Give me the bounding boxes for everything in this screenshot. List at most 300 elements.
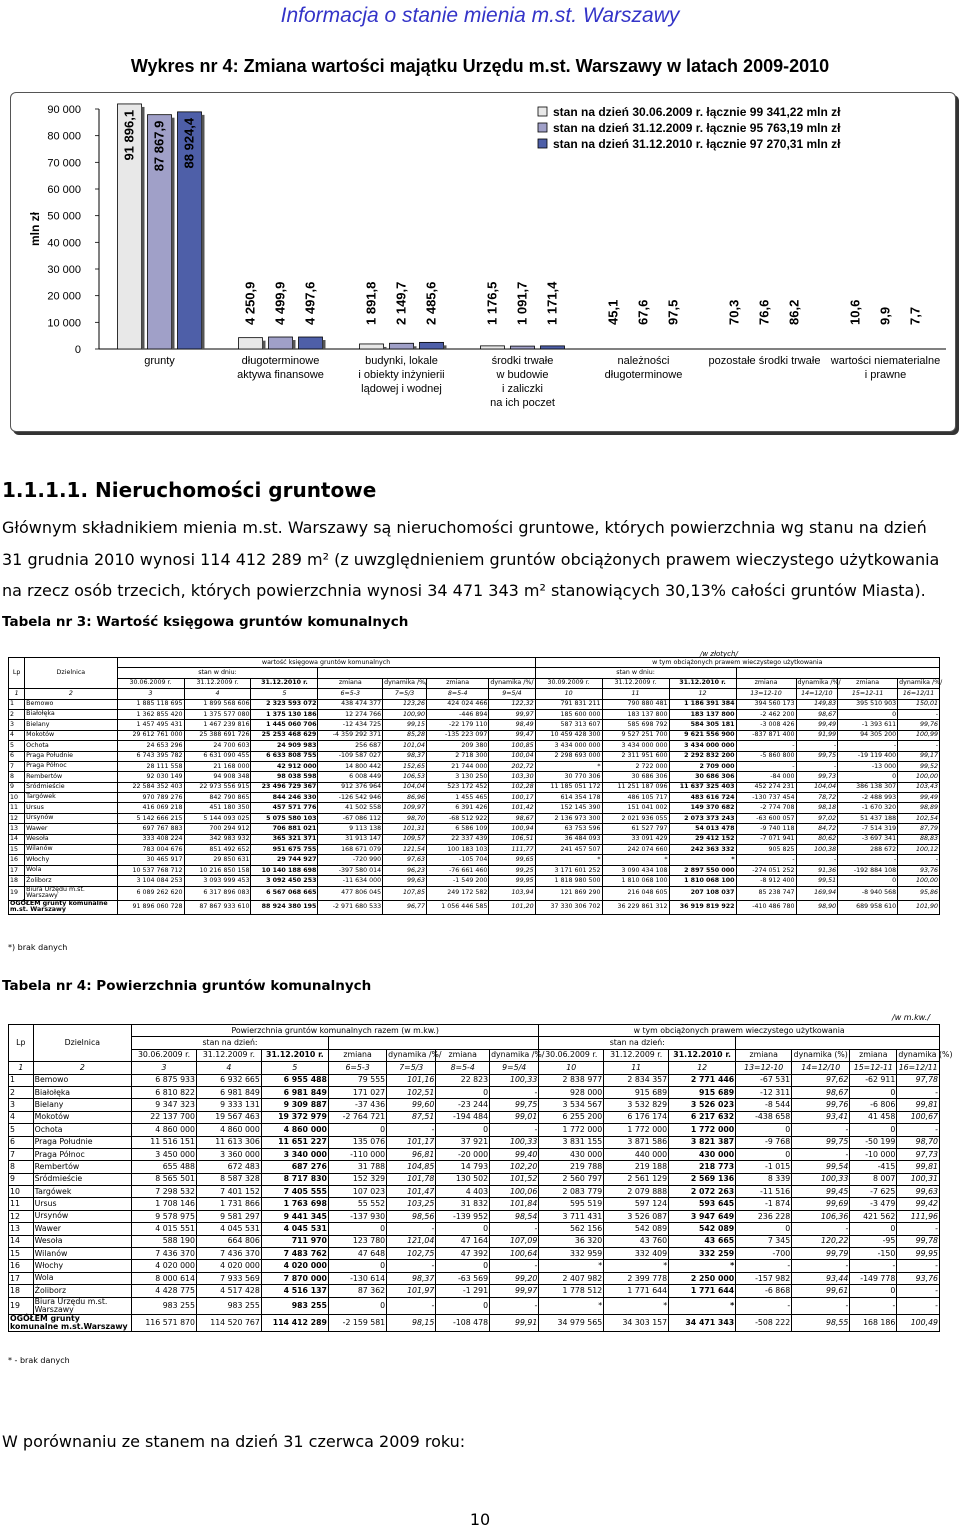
row-value: 4 517 428	[196, 1285, 261, 1297]
bar-data-label: 4 250,9	[243, 282, 258, 325]
row-lp: 5	[9, 741, 25, 751]
total-value: 37 330 306 702	[535, 900, 602, 914]
row-value: -	[792, 1260, 850, 1272]
row-value: 31 788	[328, 1161, 386, 1173]
row-lp: 10	[9, 793, 25, 803]
total-value: 1 056 446 585	[427, 900, 489, 914]
row-value: 99,65	[489, 855, 535, 865]
row-value: -105 704	[427, 855, 489, 865]
table-row	[9, 772, 940, 782]
table-row	[9, 1223, 940, 1235]
row-value: -126 542 946	[318, 793, 383, 803]
row-value: 121,54	[383, 845, 427, 855]
y-tick-label: 50 000	[47, 211, 81, 223]
row-value: 97,02	[796, 813, 838, 823]
total-value: 96,77	[383, 900, 427, 914]
row-value: -149 778	[850, 1272, 897, 1284]
row-district: Bemowo	[33, 1074, 131, 1086]
row-lp: 15	[9, 1248, 34, 1260]
row-value: 171 027	[328, 1086, 386, 1098]
row-value: -720 990	[318, 855, 383, 865]
row-value: 135 076	[328, 1136, 386, 1148]
row-value: 3 821 387	[669, 1136, 736, 1148]
row-value: 3 090 434 108	[602, 865, 669, 875]
row-value: 99,75	[792, 1136, 850, 1148]
row-district: Wilanów	[33, 1248, 131, 1260]
row-value: 111,77	[489, 845, 535, 855]
row-value: -2 764 721	[328, 1111, 386, 1123]
row-value: 36 484 093	[535, 834, 602, 844]
header-col: dynamika /%/	[383, 678, 427, 688]
row-value: 3 711 431	[539, 1210, 604, 1222]
row-value: 22 337 439	[427, 834, 489, 844]
row-value: -	[387, 1297, 436, 1314]
bar-shadow	[172, 118, 175, 349]
row-lp: 5	[9, 1124, 34, 1136]
row-value: -	[736, 855, 796, 865]
row-value: 844 246 330	[251, 793, 318, 803]
total-value: 689 958 610	[838, 900, 898, 914]
row-value: -1 874	[736, 1198, 792, 1210]
row-value: 9 347 323	[132, 1099, 197, 1111]
table-row	[9, 1148, 940, 1160]
total-value: 168 186	[850, 1314, 897, 1331]
table-number-row	[9, 1062, 940, 1074]
bar-data-label: 45,1	[606, 300, 621, 325]
row-value: 1 455 465	[427, 793, 489, 803]
row-value: -109 587 027	[318, 751, 383, 761]
row-district: Ursynów	[25, 813, 117, 823]
header-group1: wartość księgowa gruntów komunalnych	[117, 658, 535, 668]
row-value: 2 561 129	[604, 1173, 669, 1185]
row-value: 6 743 395 782	[117, 751, 184, 761]
bar-data-label: 7,7	[908, 307, 923, 325]
row-value: 1 375 130 186	[251, 709, 318, 719]
row-value: 101,97	[387, 1285, 436, 1297]
row-value: 6 981 849	[196, 1086, 261, 1098]
row-value: 101,52	[490, 1173, 539, 1185]
row-value: -4 359 292 371	[318, 730, 383, 740]
header-col: 30.06.2009 r.	[132, 1049, 197, 1061]
table-header-row	[9, 668, 940, 678]
row-value: 98,70	[897, 1136, 940, 1148]
row-value: 99,81	[897, 1161, 940, 1173]
row-value: 103,43	[898, 782, 940, 792]
row-value: 29 850 631	[184, 855, 251, 865]
row-value: 99,20	[490, 1272, 539, 1284]
row-value: 452 274 231	[736, 782, 796, 792]
row-value: 0	[436, 1086, 490, 1098]
row-value: 2 079 888	[604, 1186, 669, 1198]
row-value: 2 718 300	[427, 751, 489, 761]
row-value: 249 172 582	[427, 886, 489, 900]
row-value: 706 881 021	[251, 824, 318, 834]
row-value: 99,75	[796, 751, 838, 761]
row-value: 98,49	[489, 720, 535, 730]
row-value: 4 403	[436, 1186, 490, 1198]
row-value: -	[792, 1148, 850, 1160]
bar-data-label: 76,6	[757, 300, 772, 325]
row-value: 2 083 779	[539, 1186, 604, 1198]
header-col: dynamika /%/	[489, 678, 535, 688]
row-lp: 17	[9, 1272, 34, 1284]
row-value: 0	[436, 1297, 490, 1314]
row-value: 928 000	[539, 1086, 604, 1098]
row-value: 99,63	[383, 876, 427, 886]
row-lp: 1	[9, 699, 25, 709]
row-value: 92 030 149	[117, 772, 184, 782]
table-header-row	[9, 678, 940, 688]
row-value: -	[792, 1223, 850, 1235]
row-value: 102,51	[387, 1086, 436, 1098]
row-value: 100,00	[898, 772, 940, 782]
row-district: Włochy	[25, 855, 117, 865]
row-value: 6 317 896 083	[184, 886, 251, 900]
row-lp: 15	[9, 845, 25, 855]
row-value: -6 868	[736, 1285, 792, 1297]
row-district: Mokotów	[33, 1111, 131, 1123]
row-value: 7 933 569	[196, 1272, 261, 1284]
row-value: 711 970	[261, 1235, 328, 1247]
table-row	[9, 865, 940, 875]
row-district: Śródmieście	[33, 1173, 131, 1185]
row-district: Wola	[33, 1272, 131, 1284]
row-district: Praga Północ	[33, 1148, 131, 1160]
bar-shadow	[414, 346, 417, 349]
total-value: 116 571 870	[132, 1314, 197, 1331]
header-num: 8=5-4	[427, 689, 489, 699]
row-value: 3 340 000	[261, 1148, 328, 1160]
row-value: -1 393 611	[838, 720, 898, 730]
row-value: 0	[838, 772, 898, 782]
row-value: -50 199	[850, 1136, 897, 1148]
row-value: -110 000	[328, 1148, 386, 1160]
row-value: -3 479	[850, 1198, 897, 1210]
total-value: -410 486 780	[736, 900, 796, 914]
y-tick-label: 20 000	[47, 291, 81, 303]
total-value: 114 520 767	[196, 1314, 261, 1331]
row-value: 6 008 449	[318, 772, 383, 782]
row-lp: 4	[9, 730, 25, 740]
row-value: 111,96	[897, 1210, 940, 1222]
row-value: 218 773	[669, 1161, 736, 1173]
header-district: Dzielnica	[25, 658, 117, 689]
row-value: 80,62	[796, 834, 838, 844]
header-col: zmiana	[736, 678, 796, 688]
row-value: 21 168 000	[184, 761, 251, 771]
y-tick-label: 80 000	[47, 131, 81, 143]
header-num: 4	[196, 1062, 261, 1074]
header-lp: Lp	[9, 1025, 34, 1062]
row-value: -12 311	[736, 1086, 792, 1098]
header-blank	[318, 668, 535, 678]
header-lp: Lp	[9, 658, 25, 689]
row-value: -62 911	[850, 1074, 897, 1086]
table-row	[9, 730, 940, 740]
row-value: 100,17	[489, 793, 535, 803]
row-value: 593 645	[669, 1198, 736, 1210]
row-value: 256 687	[318, 741, 383, 751]
row-value: -1 670 320	[838, 803, 898, 813]
header-col: 31.12.2010 r.	[251, 678, 318, 688]
row-value: 3 871 586	[604, 1136, 669, 1148]
row-value: 6 089 262 620	[117, 886, 184, 900]
row-value: *	[535, 855, 602, 865]
row-value: 98,37	[383, 751, 427, 761]
header-num: 13=12-10	[736, 689, 796, 699]
row-value: 100,33	[490, 1074, 539, 1086]
row-value: -446 894	[427, 709, 489, 719]
row-value: 100,06	[490, 1186, 539, 1198]
row-value: 96,23	[383, 865, 427, 875]
table-total-row	[9, 1314, 940, 1331]
header-group2: w tym obciążonych prawem wieczystego użytkowania	[539, 1025, 940, 1037]
table4-note: * - brak danych	[8, 1356, 70, 1365]
bar-data-label: 91 896,1	[122, 110, 137, 161]
row-value: 99,81	[897, 1099, 940, 1111]
row-value: 3 450 000	[132, 1148, 197, 1160]
row-value: *	[669, 1297, 736, 1314]
row-value: 0	[850, 1285, 897, 1297]
header-num: 4	[184, 689, 251, 699]
row-value: 584 305 181	[669, 720, 736, 730]
header-blank	[328, 1037, 538, 1049]
row-value: -8 544	[736, 1099, 792, 1111]
x-category-label: wartości niematerialne	[830, 355, 940, 367]
row-value: 121 869 290	[535, 886, 602, 900]
bar-data-label: 67,6	[636, 300, 651, 325]
bar-shadow	[384, 347, 387, 349]
header-num: 15=12-11	[838, 689, 898, 699]
bar	[420, 342, 444, 349]
row-value: 100,94	[489, 824, 535, 834]
row-value: 664 806	[196, 1235, 261, 1247]
total-value: 91 896 060 728	[117, 900, 184, 914]
row-value: 22 973 556 915	[184, 782, 251, 792]
row-value: 107 023	[328, 1186, 386, 1198]
row-value: 912 376 964	[318, 782, 383, 792]
row-value: 98,67	[489, 813, 535, 823]
row-value: 99,17	[898, 751, 940, 761]
row-value: -5 860 800	[736, 751, 796, 761]
row-value: 100,64	[490, 1248, 539, 1260]
row-district: Ursus	[33, 1198, 131, 1210]
row-value: 99,51	[796, 876, 838, 886]
row-value: 477 806 045	[318, 886, 383, 900]
row-value: 91,36	[796, 865, 838, 875]
row-value: 4 860 000	[196, 1124, 261, 1136]
row-value: *	[669, 855, 736, 865]
row-value: 0	[436, 1124, 490, 1136]
row-value: 970 789 276	[117, 793, 184, 803]
row-value: 2 560 797	[539, 1173, 604, 1185]
row-value: 0	[736, 1148, 792, 1160]
row-value: 99,52	[898, 761, 940, 771]
header-col: 31.12.2009 r.	[184, 678, 251, 688]
row-value: 332 409	[604, 1248, 669, 1260]
row-value: 78,72	[796, 793, 838, 803]
row-value: -	[736, 741, 796, 751]
row-lp: 17	[9, 865, 25, 875]
bar-shadow	[293, 340, 296, 349]
row-district: Ursus	[25, 803, 117, 813]
row-value: 183 137 800	[669, 709, 736, 719]
row-value: 101,17	[387, 1136, 436, 1148]
table-row	[9, 782, 940, 792]
row-value: 99,78	[897, 1235, 940, 1247]
row-district: Bielany	[33, 1099, 131, 1111]
row-value: 242 074 660	[602, 845, 669, 855]
header-col: zmiana	[328, 1049, 386, 1061]
row-value: -11 516	[736, 1186, 792, 1198]
row-value: 3 360 000	[196, 1148, 261, 1160]
row-value: -274 051 252	[736, 865, 796, 875]
row-value: 98,18	[796, 803, 838, 813]
row-value: 169,94	[796, 886, 838, 900]
row-value: 98,67	[792, 1086, 850, 1098]
row-value: 5 144 093 025	[184, 813, 251, 823]
x-category-label: grunty	[144, 355, 175, 367]
row-value: 88,83	[898, 834, 940, 844]
header-col: zmiana	[427, 678, 489, 688]
legend-entry: stan na dzień 31.12.2009 r. łącznie 95 763,19 mln zł	[553, 121, 841, 135]
row-district: Bielany	[25, 720, 117, 730]
row-value: 98,67	[796, 709, 838, 719]
row-value: 28 111 558	[117, 761, 184, 771]
row-value: 562 156	[539, 1223, 604, 1235]
row-value: 100 183 103	[427, 845, 489, 855]
row-value: 99,95	[489, 876, 535, 886]
bar-shadow	[323, 340, 326, 349]
row-value: 100,99	[898, 730, 940, 740]
row-value: 107,09	[490, 1235, 539, 1247]
header-state2: stan na dzień:	[539, 1037, 736, 1049]
row-lp: 16	[9, 1260, 34, 1272]
row-value: 0	[838, 876, 898, 886]
row-value: 332 959	[539, 1248, 604, 1260]
row-value: 98,56	[387, 1210, 436, 1222]
table-row	[9, 803, 940, 813]
row-value: 103,25	[387, 1198, 436, 1210]
table-row	[9, 709, 940, 719]
row-value: -2 488 993	[838, 793, 898, 803]
row-value: 30 465 917	[117, 855, 184, 865]
table-row	[9, 1235, 940, 1247]
row-lp: 2	[9, 1086, 34, 1098]
row-value: 97,73	[897, 1148, 940, 1160]
row-value: 8 565 501	[132, 1173, 197, 1185]
row-value: 100,85	[489, 741, 535, 751]
row-value: 2 250 000	[669, 1272, 736, 1284]
table-row	[9, 886, 940, 900]
row-value: 100,33	[490, 1136, 539, 1148]
row-value: 103,94	[489, 886, 535, 900]
row-value: 3 434 000 000	[602, 741, 669, 751]
row-value: -84 000	[736, 772, 796, 782]
row-value: 98 038 598	[251, 772, 318, 782]
table-row	[9, 1099, 940, 1111]
row-lp: 3	[9, 1099, 34, 1111]
header-num: 16=12/11	[897, 1062, 940, 1074]
header-group2: w tym obciążonych prawem wieczystego użytkowania	[535, 658, 939, 668]
bar	[360, 344, 384, 349]
x-category-label: i prawne	[865, 369, 907, 381]
row-lp: 16	[9, 855, 25, 865]
row-lp: 9	[9, 782, 25, 792]
row-district: Praga Południe	[25, 751, 117, 761]
row-value: 3 092 450 253	[251, 876, 318, 886]
row-value: 451 180 350	[184, 803, 251, 813]
row-value: 99,42	[897, 1198, 940, 1210]
row-district: Wesoła	[25, 834, 117, 844]
bar-data-label: 1 176,5	[485, 282, 500, 325]
row-value: 168 671 079	[318, 845, 383, 855]
row-value: -	[736, 1260, 792, 1272]
row-value: -130 614	[328, 1272, 386, 1284]
x-category-label: i zaliczki	[502, 383, 543, 395]
row-value: 85 238 747	[736, 886, 796, 900]
row-lp: 8	[9, 772, 25, 782]
row-value: 152 329	[328, 1173, 386, 1185]
row-value: 98,89	[898, 803, 940, 813]
row-value: 11 185 051 172	[535, 782, 602, 792]
row-value: 97,62	[792, 1074, 850, 1086]
bar-data-label: 2 485,6	[424, 282, 439, 325]
header-blank	[736, 1037, 940, 1049]
row-value: 2 897 550 000	[669, 865, 736, 875]
total-value: 36 919 819 922	[669, 900, 736, 914]
row-district: Włochy	[33, 1260, 131, 1272]
row-value: -95	[850, 1235, 897, 1247]
header-col: 31.12.2009 r.	[196, 1049, 261, 1061]
header-num: 16=12/11	[898, 689, 940, 699]
row-value: 130 502	[436, 1173, 490, 1185]
bar-data-label: 86,2	[787, 300, 802, 325]
row-value: -9 740 118	[736, 824, 796, 834]
row-value: 103,30	[489, 772, 535, 782]
row-value: 9 113 138	[318, 824, 383, 834]
row-value: 483 616 724	[669, 793, 736, 803]
row-value: 14 793	[436, 1161, 490, 1173]
row-value: 2 298 693 000	[535, 751, 602, 761]
row-value: 0	[328, 1260, 386, 1272]
row-lp: 1	[9, 1074, 34, 1086]
table-row	[9, 876, 940, 886]
row-value: 0	[736, 1124, 792, 1136]
row-value: 791 831 211	[535, 699, 602, 709]
row-value: 30 686 306	[669, 772, 736, 782]
row-value: 430 000	[669, 1148, 736, 1160]
bar-data-label: 87 867,9	[152, 121, 167, 172]
header-num: 6=5-3	[328, 1062, 386, 1074]
row-value: 8 339	[736, 1173, 792, 1185]
header-num: 15=12-11	[850, 1062, 897, 1074]
row-value: 2 771 446	[669, 1074, 736, 1086]
row-value: 1 771 644	[669, 1285, 736, 1297]
footer-text: W porównaniu ze stanem na dzień 31 czerwca 2009 roku:	[2, 1432, 465, 1451]
legend-swatch	[538, 139, 547, 148]
row-value: 0	[436, 1260, 490, 1272]
total-value: 101,20	[489, 900, 535, 914]
row-value: 99,75	[490, 1099, 539, 1111]
bar-data-label: 70,3	[727, 300, 742, 325]
x-category-label: budynki, lokale	[365, 355, 438, 367]
row-value: 915 689	[604, 1086, 669, 1098]
row-value: -13 000	[838, 761, 898, 771]
row-value: -	[898, 741, 940, 751]
row-value: -3 697 341	[838, 834, 898, 844]
table-row	[9, 793, 940, 803]
